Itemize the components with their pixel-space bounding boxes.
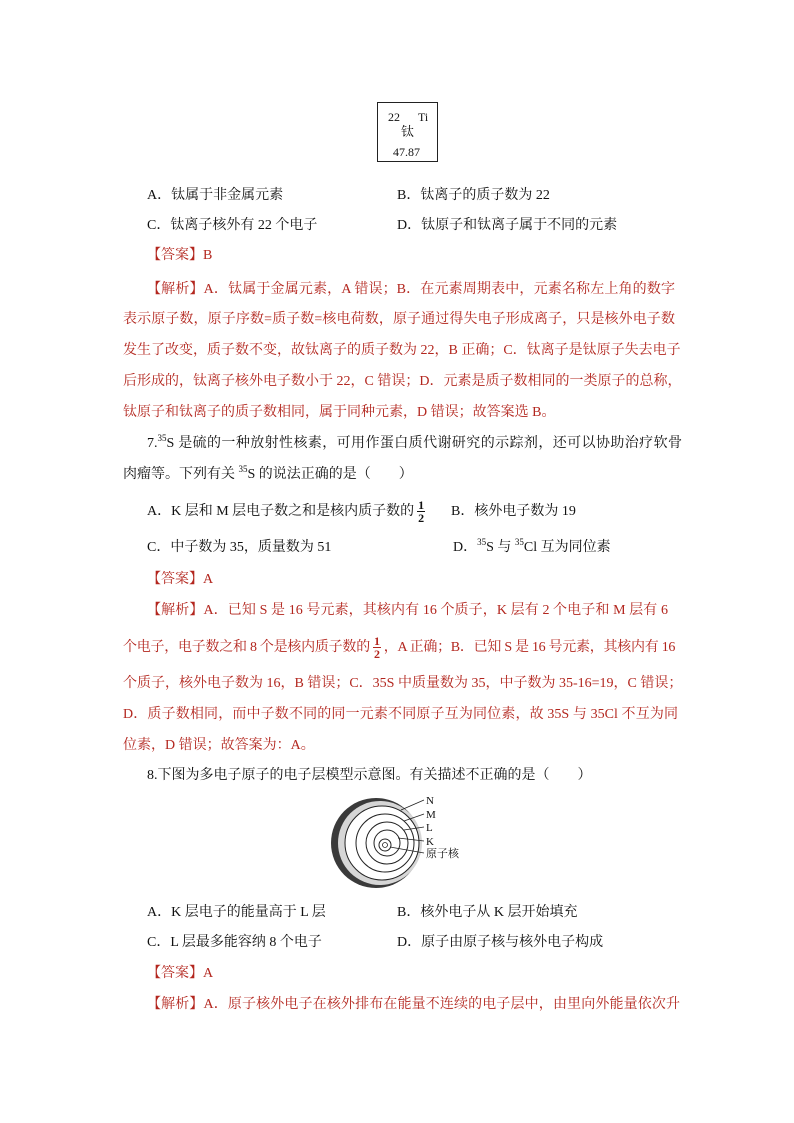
q7-stem-text-1: S 是硫的一种放射性核素，可用作蛋白质代谢研究的示踪剂，还可以协助治疗软骨 bbox=[166, 436, 682, 451]
q6-answer bbox=[147, 246, 212, 266]
label-n: N bbox=[426, 795, 434, 807]
label-k: K bbox=[426, 836, 434, 848]
label-m: M bbox=[426, 809, 436, 821]
q7-answer-tag: 【答案】 bbox=[147, 572, 203, 587]
element-name: 钛 bbox=[401, 124, 415, 139]
element-atomic-number: 22 bbox=[388, 110, 400, 124]
q8-answer-tag: 【答案】 bbox=[147, 966, 203, 981]
q7-stem-line-1 bbox=[147, 434, 682, 454]
fraction-denominator: 2 bbox=[373, 647, 380, 662]
fraction-numerator: 1 bbox=[418, 498, 425, 513]
q6-answer-tag: 【答案】 bbox=[147, 248, 203, 263]
q6-answer-value: B bbox=[203, 248, 213, 263]
q6-option-b: B．钛离子的质子数为 22 bbox=[397, 188, 550, 203]
fraction-numerator: 1 bbox=[373, 634, 380, 649]
q7-analysis-text-2a: 个电子，电子数之和 8 个是核内质子数的 bbox=[123, 640, 370, 655]
q6-analysis-line-2: 表示原子数，原子序数=质子数=核电荷数，原子通过得失电子形成离子，只是核外电子数 bbox=[123, 312, 675, 327]
q7-option-a-text: A．K 层和 M 层电子数之和是核内质子数的 bbox=[147, 504, 415, 519]
q6-option-d: D．钛原子和钛离子属于不同的元素 bbox=[397, 218, 618, 233]
q7-analysis-tag: 【解析】 bbox=[147, 603, 204, 618]
q7-stem-line-2 bbox=[123, 465, 413, 485]
q7-option-c: C．中子数为 35，质量数为 51 bbox=[147, 540, 332, 555]
q8-stem: 8.下图为多电子原子的电子层模型示意图。有关描述不正确的是（ ） bbox=[147, 768, 592, 783]
label-l: L bbox=[426, 822, 433, 834]
q7-analysis-line-2 bbox=[123, 633, 675, 663]
q7-stem-text-2b: S 的说法正确的是（ ） bbox=[247, 467, 413, 482]
periodic-element-card bbox=[377, 102, 438, 162]
q8-answer bbox=[147, 964, 213, 984]
electron-shell-diagram bbox=[325, 790, 475, 890]
q7-option-d-prefix: D． bbox=[453, 540, 478, 555]
q7-analysis-text-1: A．已知 S 是 16 号元素，其核内有 16 个质子，K 层有 2 个电子和 M 层有 6 bbox=[203, 603, 668, 618]
q7-option-a bbox=[147, 497, 428, 527]
q6-analysis-line-1 bbox=[147, 280, 675, 300]
q7-analysis-line-3: 个质子，核外电子数为 16，B 错误；C．35S 中质量数为 35，中子数为 35-16=19，C 错误； bbox=[123, 676, 683, 691]
q8-option-d: D．原子由原子核与核外电子构成 bbox=[397, 935, 604, 950]
q7-answer-value: A bbox=[203, 572, 214, 587]
nucleus bbox=[379, 839, 391, 851]
q8-option-c: C．L 层最多能容纳 8 个电子 bbox=[147, 935, 322, 950]
q7-analysis-text-2b: ，A 正确；B．已知 S 是 16 号元素，其核内有 16 bbox=[383, 640, 675, 655]
q7-analysis-line-1 bbox=[147, 601, 668, 621]
q8-analysis-text-1: A．原子核外电子在核外排布在能量不连续的电子层中，由里向外能量依次升 bbox=[203, 997, 681, 1012]
q7-option-d-superscript-1: 35 bbox=[477, 537, 487, 547]
q8-option-b: B．核外电子从 K 层开始填充 bbox=[397, 905, 578, 920]
q7-analysis-fraction bbox=[373, 635, 381, 660]
q8-analysis-tag: 【解析】 bbox=[147, 997, 204, 1012]
q8-answer-value: A bbox=[203, 966, 214, 981]
fraction-denominator: 2 bbox=[418, 511, 425, 526]
q7-stem-text-2a: 肉瘤等。下列有关 bbox=[123, 467, 239, 482]
q7-stem-superscript-2: 35 bbox=[238, 464, 248, 474]
q6-option-c: C．钛离子核外有 22 个电子 bbox=[147, 218, 318, 233]
q7-number: 7. bbox=[147, 436, 158, 451]
q6-option-a: A．钛属于非金属元素 bbox=[147, 188, 284, 203]
q8-option-a: A．K 层电子的能量高于 L 层 bbox=[147, 905, 326, 920]
label-nucleus: 原子核 bbox=[426, 848, 459, 860]
q7-option-d-superscript-2: 35 bbox=[514, 537, 524, 547]
q7-option-b: B．核外电子数为 19 bbox=[451, 504, 576, 519]
q6-analysis-line-4: 后形成的，钛离子核外电子数小于 22，C 错误；D．元素是质子数相同的一类原子的总称， bbox=[123, 374, 682, 389]
element-symbol: Ti bbox=[418, 110, 429, 124]
q7-analysis-line-4: D．质子数相同，而中子数不同的同一元素不同原子互为同位素，故 35S 与 35Cl 不互为同 bbox=[123, 707, 678, 722]
q7-option-a-fraction bbox=[417, 499, 425, 524]
q8-analysis-line-1 bbox=[147, 995, 680, 1015]
q7-answer bbox=[147, 570, 213, 590]
q7-option-d-mid: S 与 bbox=[486, 540, 515, 555]
leader-line-n bbox=[401, 800, 424, 810]
q6-analysis-text-1: A．钛属于金属元素，A 错误；B．在元素周期表中，元素名称左上角的数字 bbox=[203, 282, 675, 297]
q6-analysis-tag: 【解析】 bbox=[147, 282, 204, 297]
q7-analysis-line-5: 位素，D 错误；故答案为：A。 bbox=[123, 738, 315, 753]
q6-analysis-line-5: 钛原子和钛离子的质子数相同，属于同种元素，D 错误；故答案选 B。 bbox=[123, 405, 556, 420]
q7-option-d bbox=[453, 538, 611, 558]
q7-option-d-suffix: Cl 互为同位素 bbox=[523, 540, 611, 555]
q6-analysis-line-3: 发生了改变，质子数不变，故钛离子的质子数为 22，B 正确；C．钛离子是钛原子失去电子 bbox=[123, 343, 681, 358]
q7-stem-superscript-1: 35 bbox=[157, 433, 167, 443]
element-atomic-mass: 47.87 bbox=[393, 145, 420, 159]
